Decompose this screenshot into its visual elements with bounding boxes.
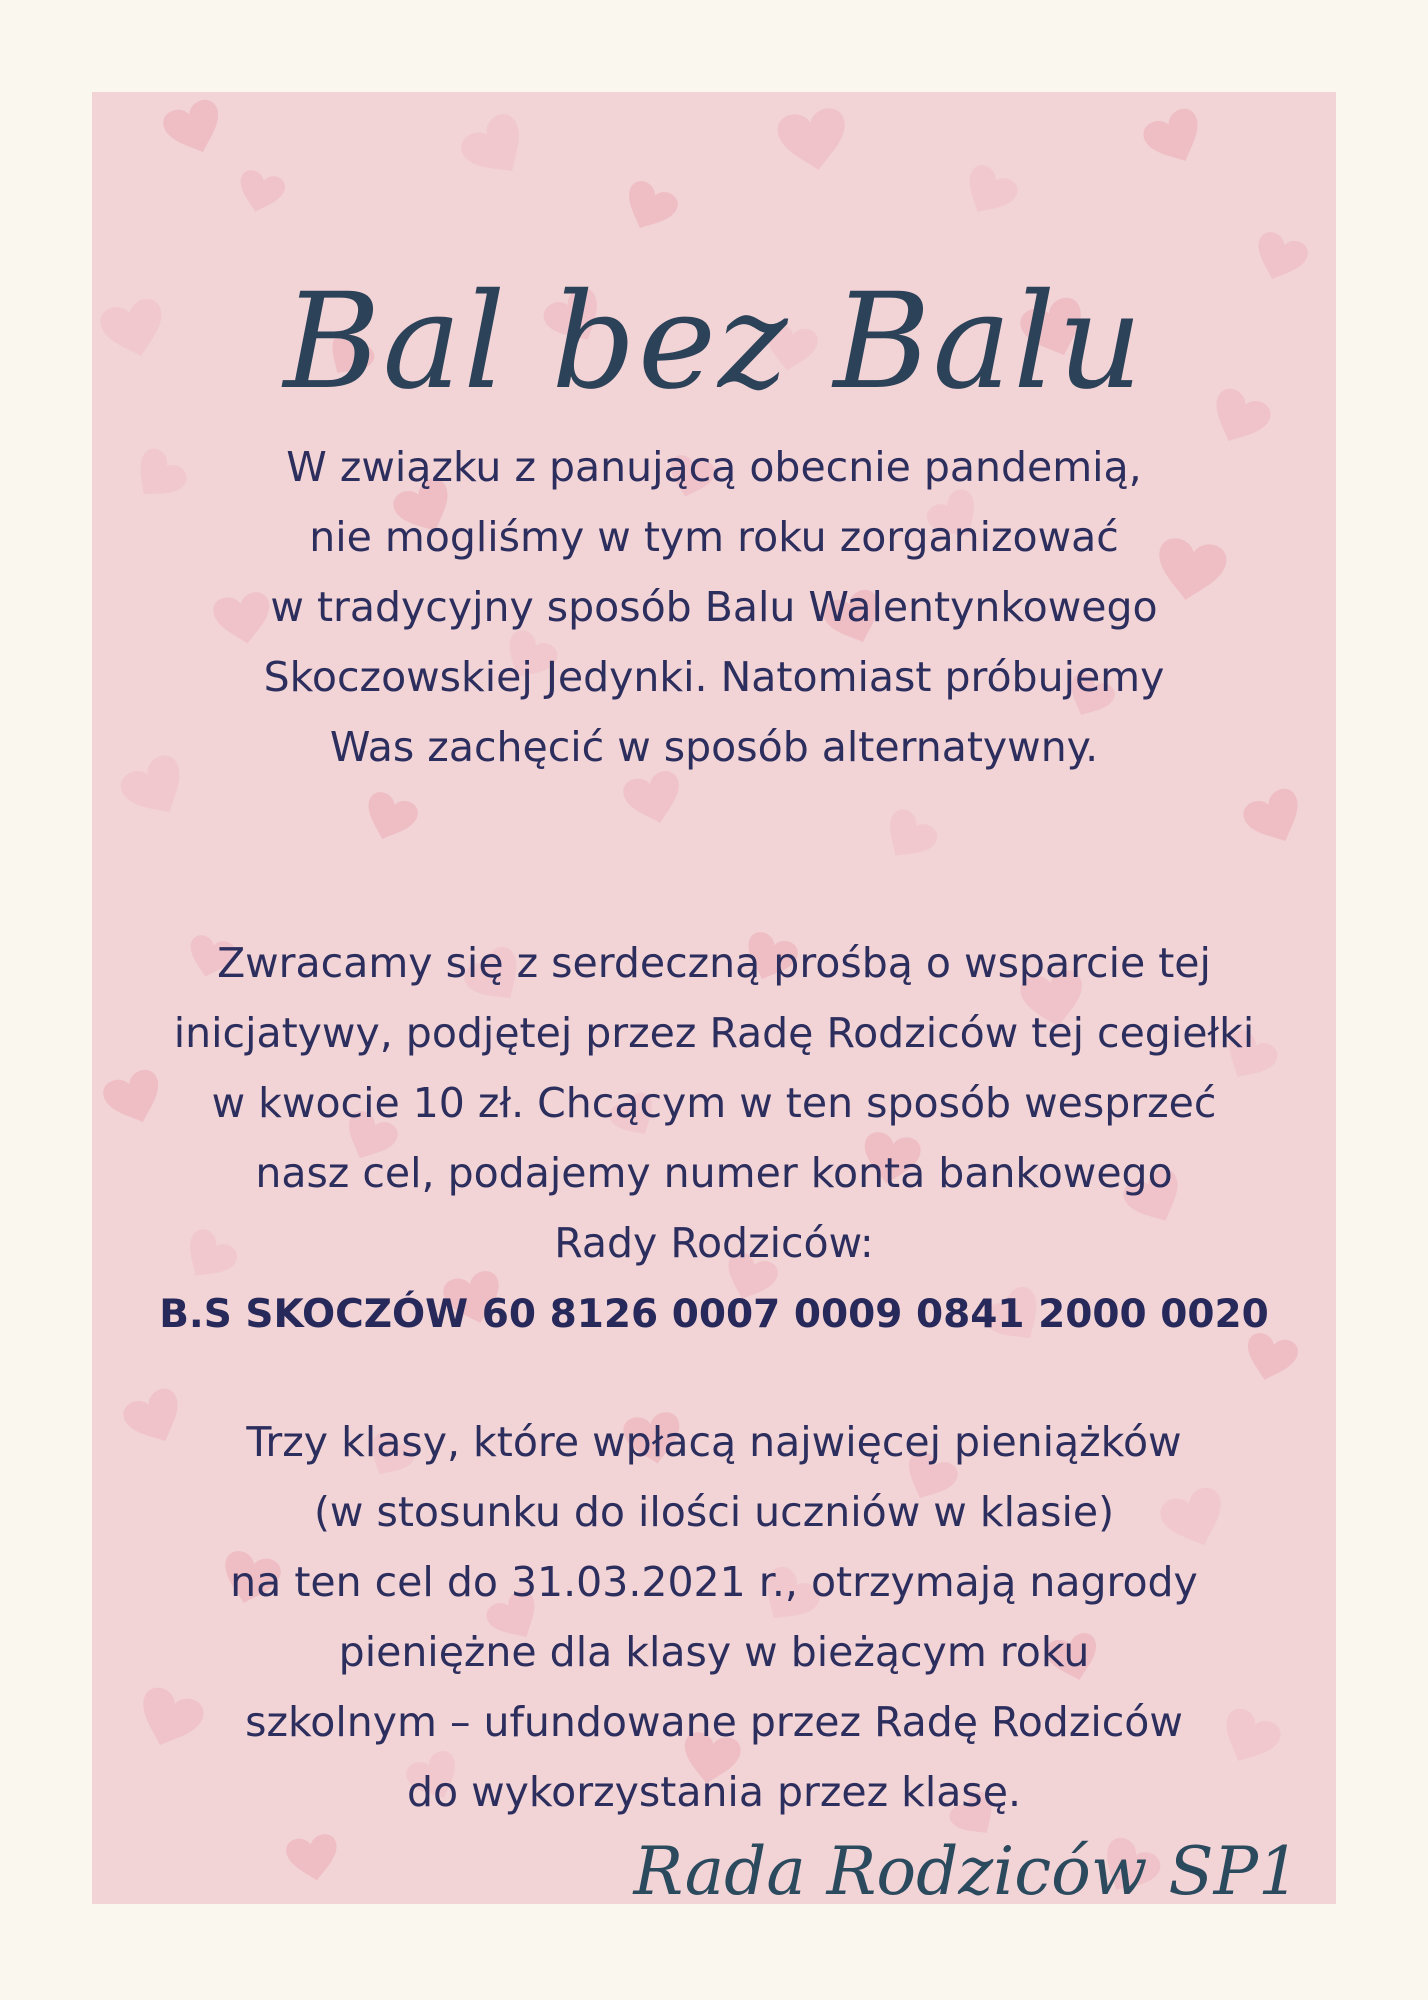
text-line: (w stosunku do ilości uczniów w klasie) bbox=[313, 1488, 1115, 1536]
page-title: Bal bez Balu bbox=[283, 265, 1145, 419]
petal-shape bbox=[875, 805, 942, 870]
poster bbox=[92, 92, 1336, 1904]
donation-paragraph bbox=[92, 928, 1336, 1278]
text-line: do wykorzystania przez klasę. bbox=[406, 1768, 1022, 1816]
text-line: nasz cel, podajemy numer konta bankowego bbox=[255, 1149, 1173, 1197]
petal-shape bbox=[1139, 105, 1211, 173]
text-line: inicjatywy, podjętej przez Radę Rodziców tej cegiełki bbox=[173, 1009, 1255, 1057]
text-line: nie mogliśmy w tym roku zorganizować bbox=[309, 513, 1119, 561]
petal-shape bbox=[284, 1832, 342, 1884]
text-line: Was zachęcić w sposób alternatywny. bbox=[329, 723, 1099, 771]
bank-account-number: B.S SKOCZÓW 60 8126 0007 0009 0841 2000 0020 bbox=[159, 1292, 1269, 1337]
text-line: szkolnym – ufundowane przez Radę Rodziców bbox=[245, 1698, 1183, 1746]
text-line: Rady Rodziców: bbox=[554, 1219, 874, 1267]
intro-paragraph bbox=[92, 432, 1336, 782]
petal-shape bbox=[1239, 785, 1311, 853]
text-line: pieniężne dla klasy w bieżącym roku bbox=[338, 1628, 1090, 1676]
petal-shape bbox=[775, 106, 852, 176]
petal-shape bbox=[358, 789, 421, 848]
petal-shape bbox=[956, 161, 1022, 225]
text-line: w kwocie 10 zł. Chcącym w ten sposób wesprzeć bbox=[211, 1079, 1217, 1127]
petal-shape bbox=[234, 168, 288, 218]
petal-shape bbox=[160, 96, 230, 161]
text-line: W związku z panującą obecnie pandemią, bbox=[286, 443, 1142, 491]
text-line: Zwracamy się z serdeczną prośbą o wsparcie tej bbox=[217, 939, 1211, 987]
text-line: Skoczowskiej Jedynki. Natomiast próbujemy bbox=[263, 653, 1165, 701]
signature: Rada Rodziców SP1 bbox=[633, 1833, 1300, 1904]
petal-shape bbox=[456, 109, 538, 189]
prizes-paragraph bbox=[92, 1407, 1336, 1827]
text-line: w tradycyjny sposób Balu Walentynkowego bbox=[270, 583, 1158, 631]
text-line: na ten cel do 31.03.2021 r., otrzymają nagrody bbox=[230, 1558, 1198, 1606]
text-line: Trzy klasy, które wpłacą najwięcej pieniążków bbox=[246, 1418, 1182, 1466]
petal-shape bbox=[617, 177, 682, 239]
